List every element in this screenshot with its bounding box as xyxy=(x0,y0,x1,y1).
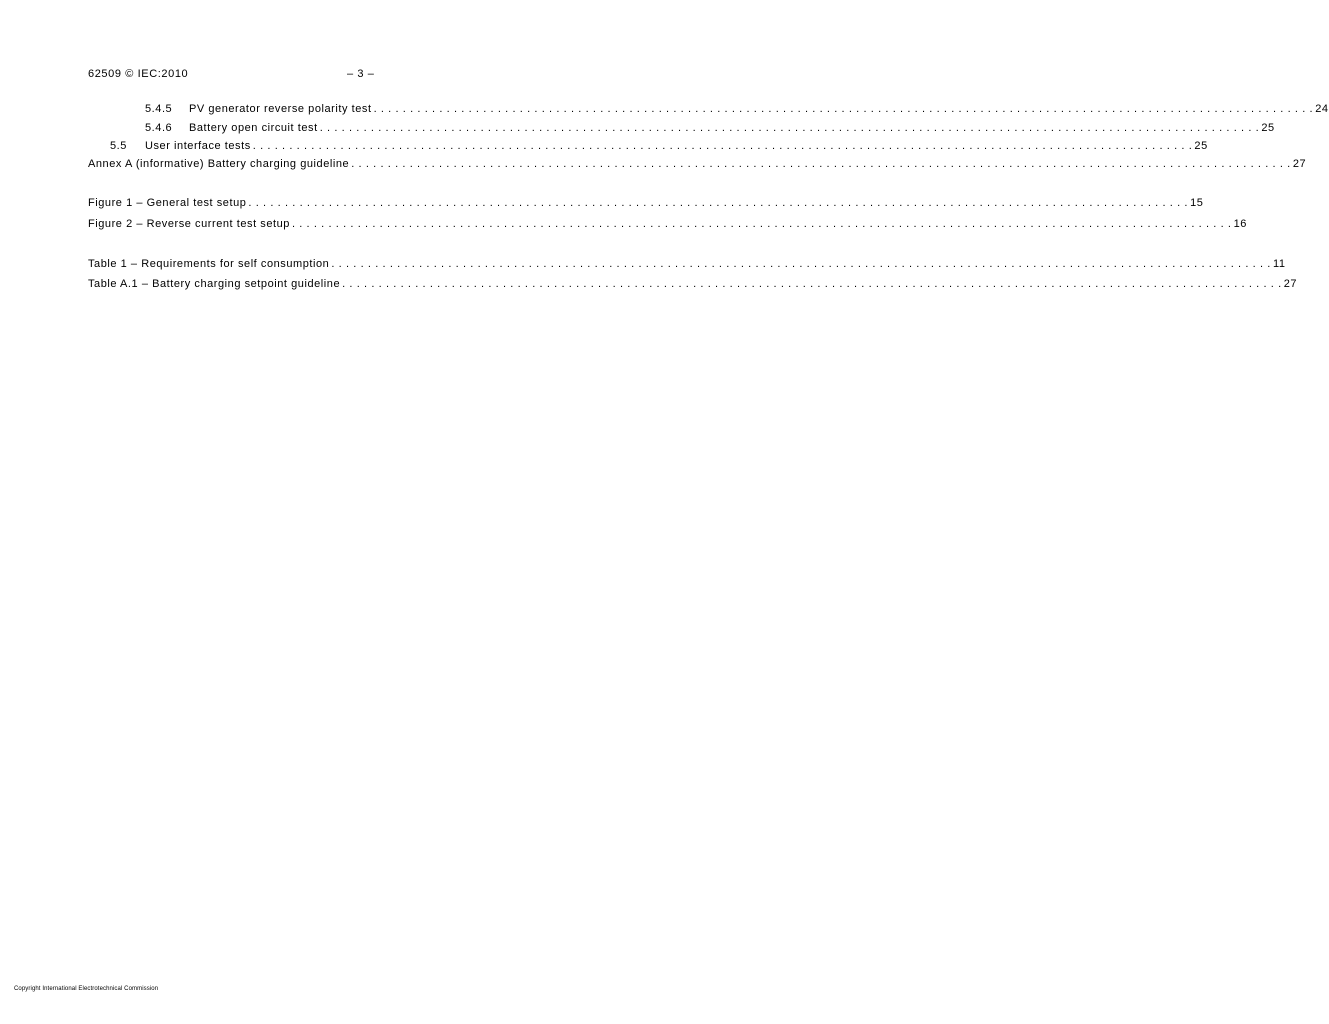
toc-entry-number: 5.5 xyxy=(110,140,127,152)
toc-entry xyxy=(110,139,1208,153)
toc-entry xyxy=(145,121,1275,135)
table-list-entry xyxy=(88,277,1298,291)
figure-title: Figure 1 – General test setup xyxy=(88,197,247,209)
dot-leader: . . . . . . . . . . . . . . . . . . . . . . . . . . . . . . . . . . . . . . . . . . . . . . . . . . . . . . . . . . . . . . . . . . . . . . . . . . . . . . . . . . . . . . . . . . . . . . . . . . . . . . . . . . . . . . . . . . . . . . . . . . . . . . . . . xyxy=(252,140,1193,152)
table-page: 27 xyxy=(1283,278,1298,290)
toc-entry-title: Annex A (informative) Battery charging guideline xyxy=(88,158,350,170)
dot-leader: . . . . . . . . . . . . . . . . . . . . . . . . . . . . . . . . . . . . . . . . . . . . . . . . . . . . . . . . . . . . . . . . . . . . . . . . . . . . . . . . . . . . . . . . . . . . . . . . . . . . . . . . . . . . . . . . . . . . . . . . . . . . . . . . . xyxy=(319,122,1260,134)
figure-title: Figure 2 – Reverse current test setup xyxy=(88,218,290,230)
toc-entry xyxy=(145,102,1329,116)
figure-list-entry xyxy=(88,196,1204,210)
page-number: – 3 – xyxy=(347,68,375,80)
table-list-entry xyxy=(88,257,1286,271)
table-title: Table 1 – Requirements for self consumption xyxy=(88,258,330,270)
table-title: Table A.1 – Battery charging setpoint guideline xyxy=(88,278,341,290)
figure-page: 15 xyxy=(1190,197,1204,209)
figure-list-entry xyxy=(88,217,1247,231)
toc-entry-page: 27 xyxy=(1292,158,1307,170)
toc-entry-page: 25 xyxy=(1194,140,1208,152)
dot-leader: . . . . . . . . . . . . . . . . . . . . . . . . . . . . . . . . . . . . . . . . . . . . . . . . . . . . . . . . . . . . . . . . . . . . . . . . . . . . . . . . . . . . . . . . . . . . . . . . . . . . . . . . . . . . . . . . . . . . . . . . . . . . . . . . . xyxy=(291,218,1232,230)
toc-entry-number: 5.4.6 xyxy=(145,122,173,134)
table-page: 11 xyxy=(1272,258,1286,270)
toc-entry-title: PV generator reverse polarity test xyxy=(189,103,372,115)
toc-entry-page: 24 xyxy=(1315,103,1329,115)
dot-leader: . . . . . . . . . . . . . . . . . . . . . . . . . . . . . . . . . . . . . . . . . . . . . . . . . . . . . . . . . . . . . . . . . . . . . . . . . . . . . . . . . . . . . . . . . . . . . . . . . . . . . . . . . . . . . . . . . . . . . . . . . . . . . . . . . xyxy=(342,278,1282,290)
toc-entry-title: User interface tests xyxy=(145,140,251,152)
document-reference: 62509 © IEC:2010 xyxy=(88,68,189,80)
toc-entry-annex xyxy=(88,157,1307,171)
dot-leader: . . . . . . . . . . . . . . . . . . . . . . . . . . . . . . . . . . . . . . . . . . . . . . . . . . . . . . . . . . . . . . . . . . . . . . . . . . . . . . . . . . . . . . . . . . . . . . . . . . . . . . . . . . . . . . . . . . . . . . . . . . . . . . . . . xyxy=(351,158,1291,170)
figure-page: 16 xyxy=(1233,218,1247,230)
dot-leader: . . . . . . . . . . . . . . . . . . . . . . . . . . . . . . . . . . . . . . . . . . . . . . . . . . . . . . . . . . . . . . . . . . . . . . . . . . . . . . . . . . . . . . . . . . . . . . . . . . . . . . . . . . . . . . . . . . . . . . . . . . . . . . . . . xyxy=(248,197,1189,209)
toc-entry-title: Battery open circuit test xyxy=(189,122,318,134)
dot-leader: . . . . . . . . . . . . . . . . . . . . . . . . . . . . . . . . . . . . . . . . . . . . . . . . . . . . . . . . . . . . . . . . . . . . . . . . . . . . . . . . . . . . . . . . . . . . . . . . . . . . . . . . . . . . . . . . . . . . . . . . . . . . . . . . . xyxy=(373,103,1314,115)
dot-leader: . . . . . . . . . . . . . . . . . . . . . . . . . . . . . . . . . . . . . . . . . . . . . . . . . . . . . . . . . . . . . . . . . . . . . . . . . . . . . . . . . . . . . . . . . . . . . . . . . . . . . . . . . . . . . . . . . . . . . . . . . . . . . . . . . xyxy=(331,258,1271,270)
toc-entry-number: 5.4.5 xyxy=(145,103,173,115)
toc-entry-page: 25 xyxy=(1261,122,1275,134)
copyright-footer: Copyright International Electrotechnical Commission xyxy=(14,986,159,992)
